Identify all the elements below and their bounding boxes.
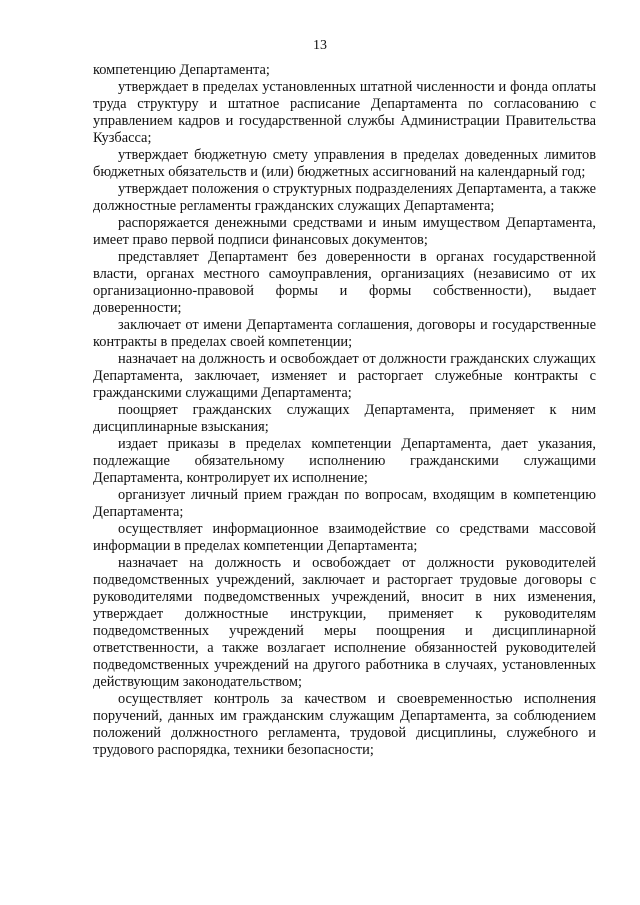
paragraph-rewards-servants: поощряет гражданских служащих Департамента, применяет к ним дисциплинарные взыскания; bbox=[93, 402, 596, 435]
paragraph-appoints-heads: назначает на должность и освобождает от должности руководителей подведомственных учреждений, заключает и расторгает трудовые договоры с руководителями подведомственных учреждений, вносит в них изменения, утверждает должностные инструкции, применяет к руководителям подведомственных учреждений меры поощрения и дисциплинарной ответственности, а также возлагает исполнение обязанностей руководителей подведомственных учреждений на другого работника в случаях, установленных действующим законодательством; bbox=[93, 555, 596, 690]
paragraph-approves-budget: утверждает бюджетную смету управления в пределах доведенных лимитов бюджетных обязательств и (или) бюджетных ассигнований на календарный год; bbox=[93, 147, 596, 180]
paragraph-appoints-servants: назначает на должность и освобождает от должности гражданских служащих Департамента, заключает, изменяет и расторгает служебные контракты с гражданскими служащими Департамента; bbox=[93, 351, 596, 401]
document-body bbox=[93, 62, 596, 759]
paragraph-approves-staffing: утверждает в пределах установленных штатной численности и фонда оплаты труда структуру и штатное расписание Департамента по согласованию с управлением кадров и государственной службы Администрации Правительства Кузбасса; bbox=[93, 79, 596, 146]
paragraph-exercises-control: осуществляет контроль за качеством и своевременностью исполнения поручений, данных им гражданским служащим Департамента, за соблюдением положений должностного регламента, трудовой дисциплины, служебного и трудового распорядка, техники безопасности; bbox=[93, 691, 596, 758]
paragraph-continuation: компетенцию Департамента; bbox=[93, 62, 270, 78]
paragraph-approves-regulations: утверждает положения о структурных подразделениях Департамента, а также должностные регламенты гражданских служащих Департамента; bbox=[93, 181, 596, 214]
paragraph-personal-reception: организует личный прием граждан по вопросам, входящим в компетенцию Департамента; bbox=[93, 487, 596, 520]
paragraph-issues-orders: издает приказы в пределах компетенции Департамента, дает указания, подлежащие обязательному исполнению гражданскими служащими Департамента, контролирует их исполнение; bbox=[93, 436, 596, 486]
paragraph-media-interaction: осуществляет информационное взаимодействие со средствами массовой информации в пределах компетенции Департамента; bbox=[93, 521, 596, 554]
paragraph-represents-department: представляет Департамент без доверенности в органах государственной власти, органах местного самоуправления, организациях (независимо от их организационно-правовой формы и формы собственности), выдает доверенности; bbox=[93, 249, 596, 316]
paragraph-manages-funds: распоряжается денежными средствами и иным имуществом Департамента, имеет право первой подписи финансовых документов; bbox=[93, 215, 596, 248]
page-number: 13 bbox=[313, 38, 327, 53]
paragraph-concludes-agreements: заключает от имени Департамента соглашения, договоры и государственные контракты в пределах своей компетенции; bbox=[93, 317, 596, 350]
